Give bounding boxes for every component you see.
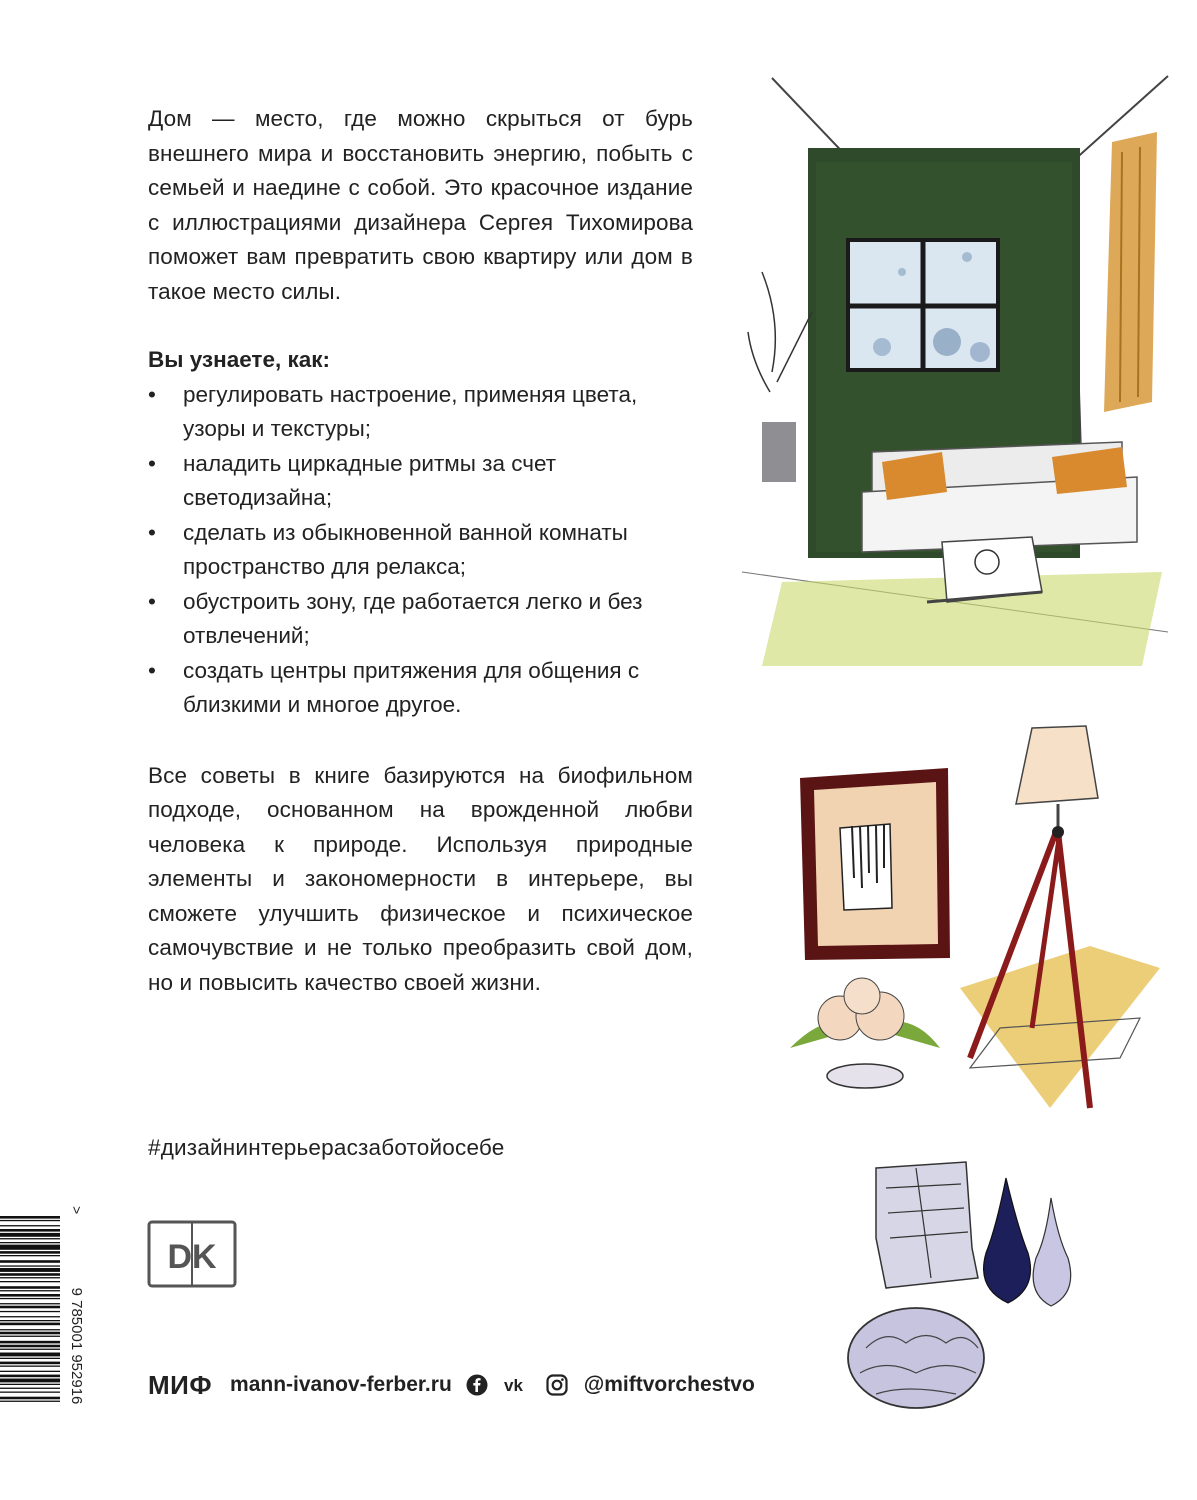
- barcode-bar: [0, 1316, 60, 1317]
- barcode-bar: [0, 1323, 60, 1326]
- bullet-icon: •: [148, 450, 156, 476]
- barcode-bar: [0, 1358, 60, 1359]
- list-item: • сделать из обыкновенной ванной комнаты пространство для релакса;: [148, 516, 693, 585]
- barcode-bar: [0, 1384, 60, 1385]
- barcode-bar: [0, 1392, 60, 1393]
- barcode-bar: [0, 1245, 60, 1250]
- hashtag: #дизайнинтерьерасзаботойосебе: [148, 1135, 505, 1160]
- vk-icon[interactable]: [504, 1374, 530, 1396]
- barcode-bar: [0, 1268, 60, 1272]
- barcode-bar: [0, 1233, 60, 1237]
- brand-logo: МИФ: [148, 1369, 213, 1400]
- barcode-bar: [0, 1362, 60, 1365]
- list-item: • создать центры притяжения для общения с близкими и многое другое.: [148, 654, 693, 723]
- barcode-bar: [0, 1375, 60, 1378]
- barcode-bar: [0, 1255, 60, 1256]
- barcode: [0, 1198, 85, 1494]
- barcode-bar: [0, 1303, 60, 1304]
- barcode-bar: [0, 1332, 60, 1335]
- barcode-bar: [0, 1273, 60, 1276]
- barcode-bar: [0, 1397, 60, 1400]
- barcode-bar: [0, 1401, 60, 1402]
- barcode-bar: [0, 1251, 60, 1254]
- barcode-bar: [0, 1298, 60, 1299]
- bullet-icon: •: [148, 381, 156, 407]
- list-item: • регулировать настроение, применяя цвета, узоры и текстуры;: [148, 378, 693, 447]
- barcode-bar: [0, 1371, 60, 1372]
- outro-paragraph: Все советы в книге базируются на биофильном подходе, основанном на врожденной любви человека к природе. Используя природные элементы и закономерности в интерьере, вы сможете улучшить физическое и психическое самочувствие и не только преобразить свой дом, но и повысить качество своей жизни.: [148, 762, 693, 995]
- frame-lamp-illustration: [770, 728, 1170, 1148]
- barcode-bar: [0, 1341, 60, 1344]
- bullet-icon: •: [148, 588, 156, 614]
- barcode-bar: [0, 1329, 60, 1330]
- barcode-bar: [0, 1225, 60, 1226]
- barcode-bar: [0, 1216, 60, 1219]
- barcode-bar: [0, 1306, 60, 1309]
- list-heading: Вы узнаете, как:: [148, 347, 330, 372]
- svg-text:9 785001 952916: 9 785001 952916: [68, 1287, 85, 1405]
- benefits-list: [148, 378, 693, 723]
- barcode-bar: [0, 1260, 60, 1263]
- svg-text:vk: vk: [503, 1376, 523, 1395]
- svg-text:DK: DK: [167, 1238, 217, 1276]
- barcode-bar: [0, 1388, 60, 1389]
- living-room-illustration: [742, 72, 1168, 666]
- instagram-icon[interactable]: [546, 1374, 568, 1396]
- website-link[interactable]: mann-ivanov-ferber.ru: [230, 1373, 452, 1396]
- barcode-bar: [0, 1311, 60, 1312]
- barcode-bar: [0, 1294, 60, 1297]
- vases-illustration: [846, 1158, 1086, 1430]
- barcode-bar: [0, 1286, 60, 1289]
- barcode-bar: [0, 1290, 60, 1291]
- dk-logo: [147, 1220, 237, 1290]
- barcode-bar: [0, 1320, 60, 1321]
- bullet-icon: •: [148, 519, 156, 545]
- barcode-bar: [0, 1366, 60, 1367]
- intro-paragraph: Дом — место, где можно скрыться от бурь внешнего мира и восстановить энергию, побыть с семьей и наедине с собой. Это красочное издание с иллюстрациями дизайнера Сергея Тихомирова поможет вам превратить свою квартиру или дом в такое место силы.: [148, 106, 693, 304]
- text-column: [148, 102, 693, 1000]
- barcode-bar: [0, 1220, 60, 1221]
- barcode-bar: [0, 1277, 60, 1278]
- svg-text:>: >: [69, 1206, 85, 1215]
- barcode-bar: [0, 1229, 60, 1232]
- list-item: • наладить циркадные ритмы за счет светодизайна;: [148, 447, 693, 516]
- barcode-bar: [0, 1345, 60, 1348]
- list-item: • обустроить зону, где работается легко и без отвлечений;: [148, 585, 693, 654]
- social-handle[interactable]: @miftvorchestvo: [583, 1373, 755, 1396]
- facebook-icon[interactable]: [466, 1374, 488, 1396]
- barcode-bar: [0, 1238, 60, 1239]
- barcode-bar: [0, 1242, 60, 1243]
- bullet-icon: •: [148, 657, 156, 683]
- barcode-bar: [0, 1353, 60, 1357]
- footer: [148, 1365, 755, 1405]
- barcode-bar: [0, 1349, 60, 1350]
- barcode-bar: [0, 1336, 60, 1337]
- barcode-bar: [0, 1265, 60, 1266]
- barcode-bar: [0, 1379, 60, 1383]
- barcode-bar: [0, 1281, 60, 1282]
